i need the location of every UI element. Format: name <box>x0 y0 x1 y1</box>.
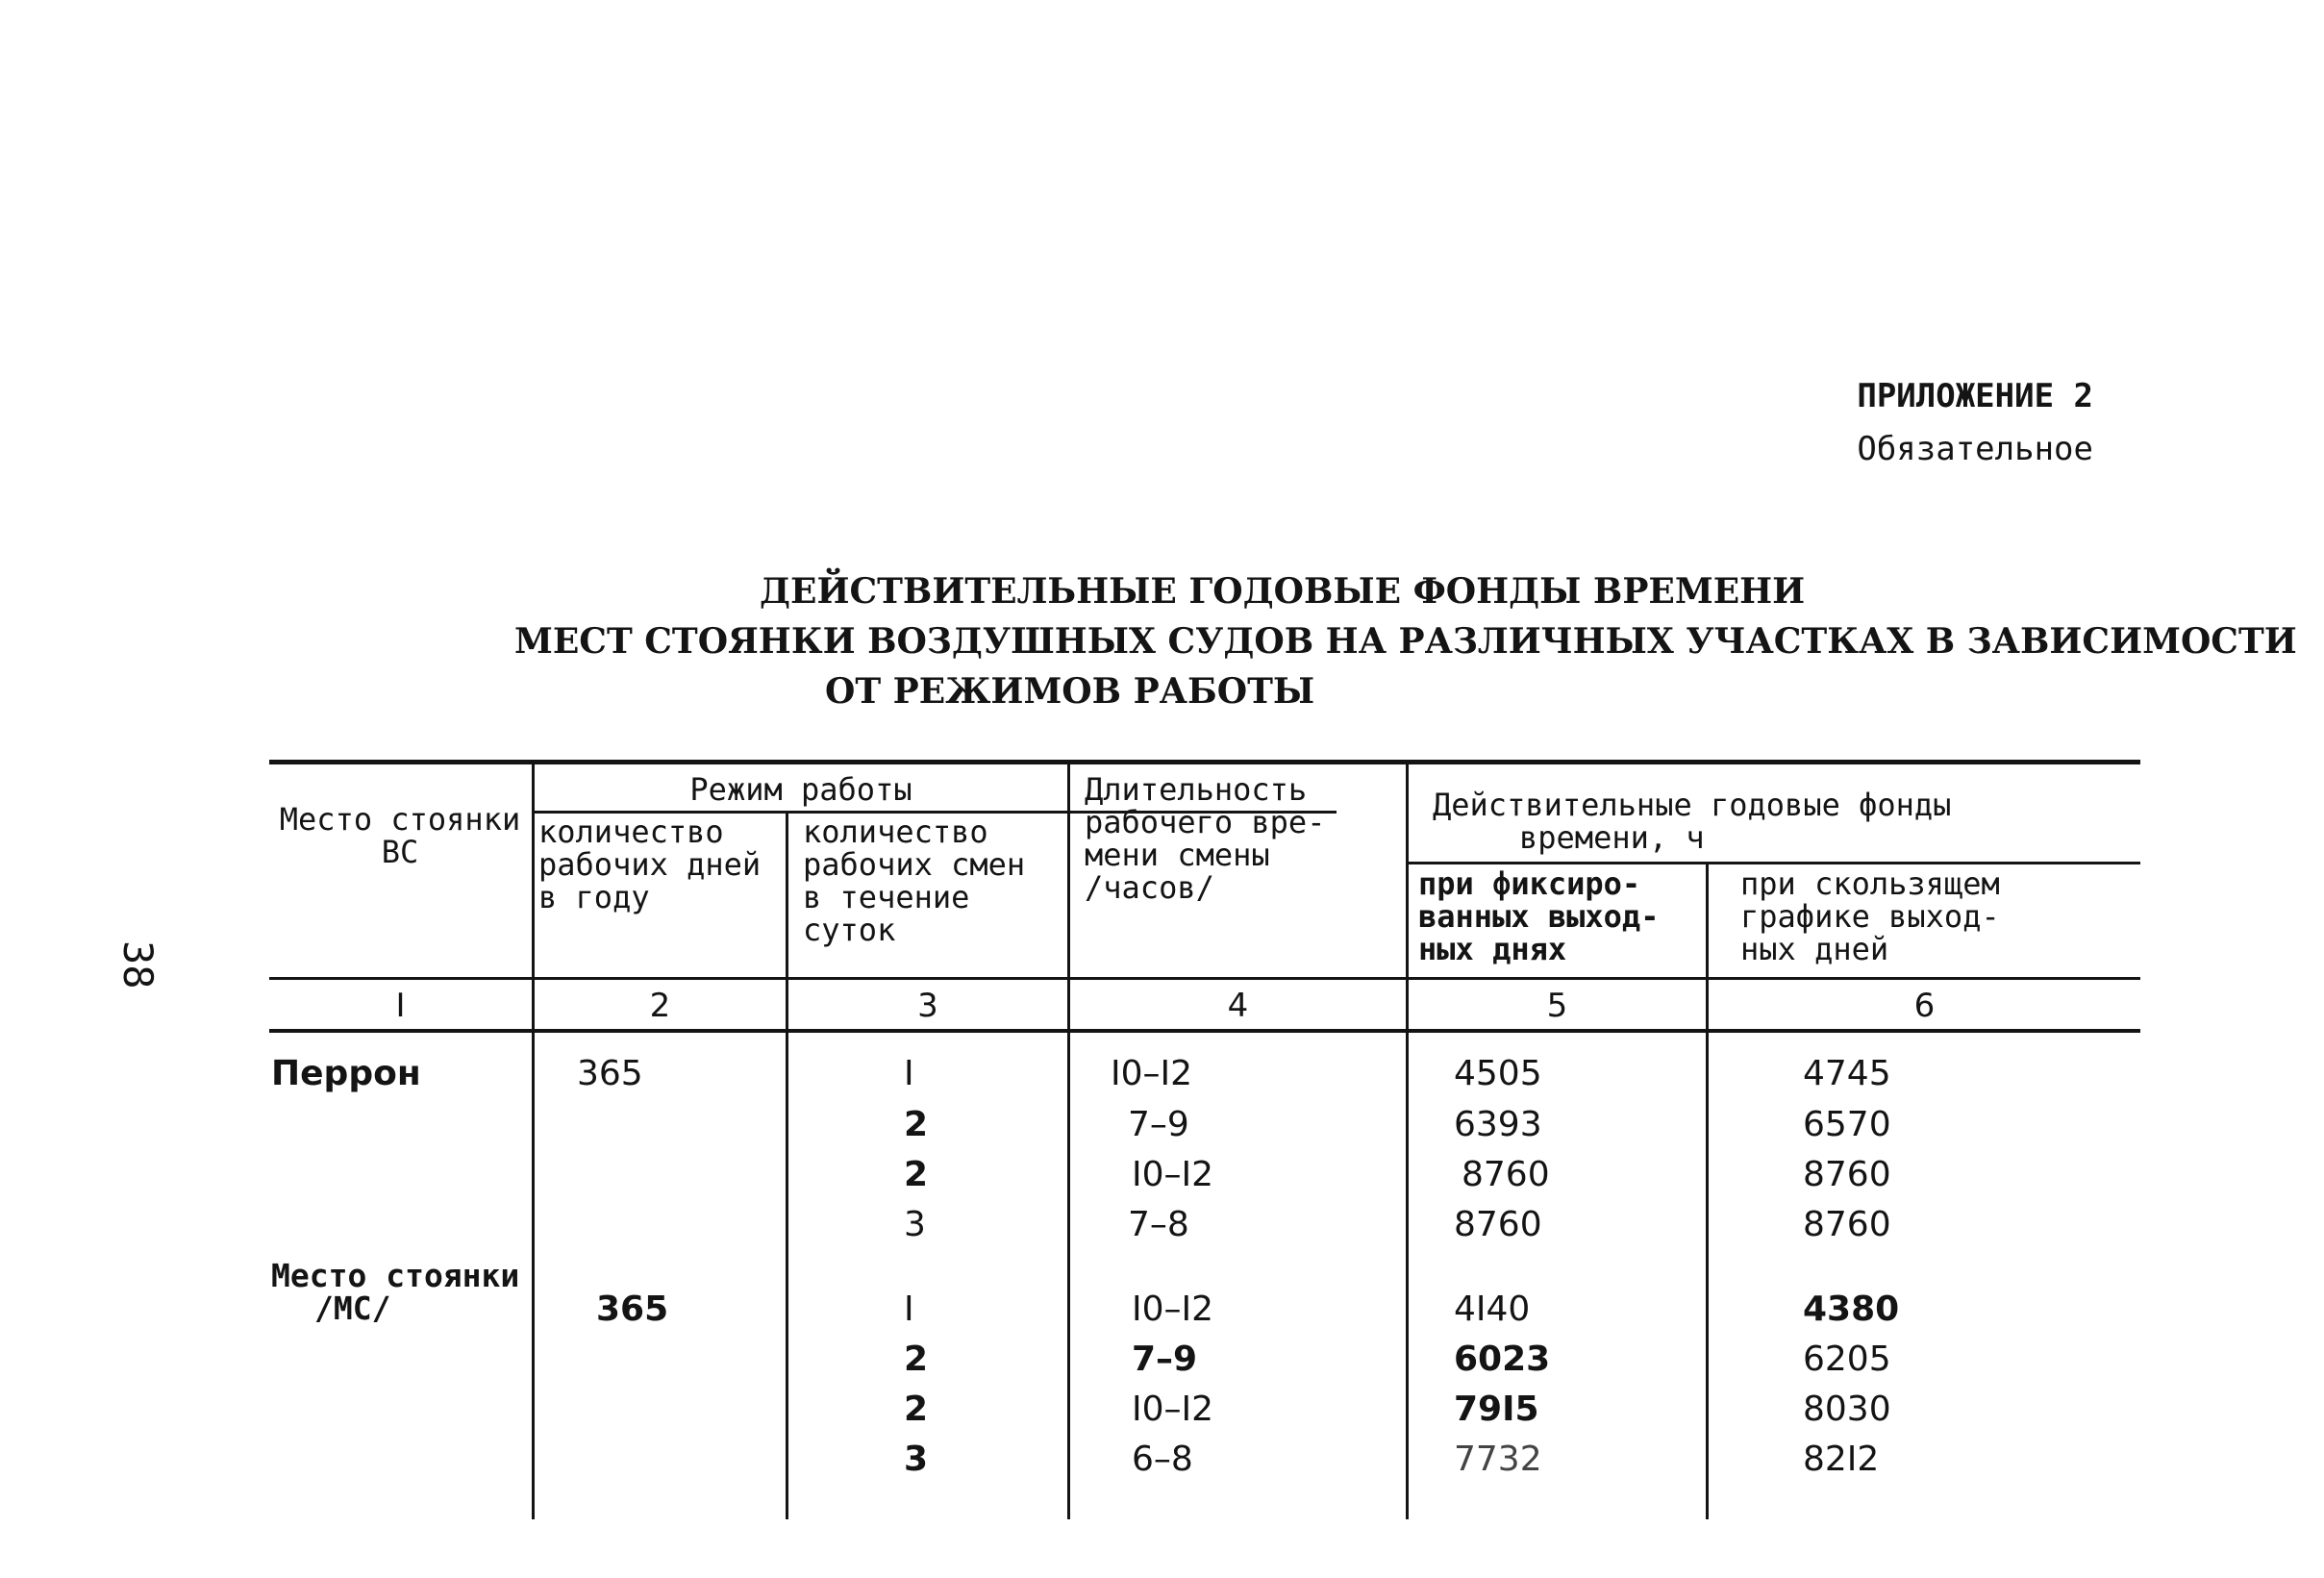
table-cell-fixed: 4I40 <box>1454 1290 1531 1329</box>
table-cell-sliding: 8030 <box>1803 1390 1891 1429</box>
table-cell-shifts: 3 <box>904 1205 926 1244</box>
section-place-line: Место стоянки <box>271 1257 520 1294</box>
header-bottom-rule <box>269 977 2140 980</box>
column-divider-3 <box>1067 760 1070 1519</box>
header-days <box>538 815 761 914</box>
header-duration-line: мени смены <box>1085 837 1270 873</box>
table-cell-sliding: 4380 <box>1803 1290 1900 1329</box>
table-cell-fixed: 8760 <box>1462 1155 1550 1194</box>
title-line-2: МЕСТ СТОЯНКИ ВОЗДУШНЫХ СУДОВ НА РАЗЛИЧНЫХ УЧАСТКАХ В ЗАВИСИМОСТИ <box>514 621 2297 662</box>
header-place <box>269 803 531 868</box>
section-days: 365 <box>596 1290 669 1329</box>
table-cell-duration: I0–I2 <box>1132 1155 1214 1194</box>
column-number: I <box>395 987 406 1025</box>
column-divider-1 <box>532 760 535 1519</box>
header-sliding-days-off <box>1740 867 2000 965</box>
header-funds-group <box>1433 789 1951 854</box>
column-divider-4 <box>1406 760 1409 1519</box>
table-cell-shifts: I <box>904 1054 914 1093</box>
header-sliding-line: графике выход- <box>1740 898 2000 935</box>
header-place-line: Место стоянки <box>279 801 521 838</box>
table-cell-fixed: 79I5 <box>1454 1390 1539 1429</box>
table-cell-duration: 7–9 <box>1128 1105 1189 1144</box>
table-cell-sliding: 6570 <box>1803 1105 1891 1144</box>
section-days: 365 <box>577 1054 643 1093</box>
table-cell-duration: I0–I2 <box>1132 1390 1214 1429</box>
header-days-line: в году <box>538 879 650 915</box>
header-shifts-line: рабочих смен <box>803 846 1026 883</box>
appendix-note: Обязательное <box>1857 430 2093 468</box>
table-cell-shifts: 2 <box>904 1155 929 1194</box>
header-duration <box>1085 773 1325 904</box>
column-number: 6 <box>1913 987 1936 1025</box>
header-days-line: количество <box>538 814 724 850</box>
appendix-label: ПРИЛОЖЕНИЕ 2 <box>1857 377 2093 415</box>
header-fixed-line: при фиксиро- <box>1418 865 1641 902</box>
table-cell-shifts: I <box>904 1290 914 1329</box>
header-fixed-line: ванных выход- <box>1418 898 1660 935</box>
header-fixed-line: ных днях <box>1418 931 1567 967</box>
table-top-rule <box>269 760 2140 764</box>
header-sliding-line: при скользящем <box>1740 865 2000 902</box>
column-number: 2 <box>649 987 671 1025</box>
header-shifts-line: в течение <box>803 879 970 915</box>
section-place-line: /МС/ <box>314 1290 391 1327</box>
column-divider-5 <box>1706 862 1709 1519</box>
header-funds-line: Действительные годовые фонды <box>1433 787 1952 823</box>
table-cell-sliding: 6205 <box>1803 1340 1891 1379</box>
column-number: 3 <box>917 987 938 1025</box>
header-fixed-days-off <box>1418 867 1659 965</box>
table-cell-duration: 7–9 <box>1132 1340 1198 1379</box>
table-cell-fixed: 7732 <box>1454 1440 1542 1479</box>
header-sliding-line: ных дней <box>1740 931 1889 967</box>
column-number: 4 <box>1227 987 1249 1025</box>
table-cell-duration: I0–I2 <box>1111 1054 1193 1093</box>
page-number: 38 <box>114 940 162 989</box>
table-cell-duration: 7–8 <box>1128 1205 1189 1244</box>
table-cell-duration: 6–8 <box>1132 1440 1193 1479</box>
table-cell-sliding: 82I2 <box>1803 1440 1880 1479</box>
funds-group-rule <box>1408 862 2140 864</box>
header-shifts <box>803 815 1025 946</box>
section-place-stand <box>271 1257 520 1327</box>
header-shifts-line: суток <box>803 912 896 948</box>
header-regime-group: Режим работы <box>689 771 912 808</box>
table-cell-shifts: 2 <box>904 1390 929 1429</box>
table-cell-duration: I0–I2 <box>1132 1290 1214 1329</box>
header-days-line: рабочих дней <box>538 846 762 883</box>
table-cell-sliding: 4745 <box>1803 1054 1891 1093</box>
header-duration-line: рабочего вре- <box>1085 804 1326 840</box>
table-cell-fixed: 8760 <box>1454 1205 1542 1244</box>
table-cell-sliding: 8760 <box>1803 1155 1891 1194</box>
section-place-apron: Перрон <box>271 1054 421 1093</box>
title-line-1: ДЕЙСТВИТЕЛЬНЫЕ ГОДОВЫЕ ФОНДЫ ВРЕМЕНИ <box>760 571 1806 612</box>
header-duration-line: Длительность <box>1085 771 1308 808</box>
table-cell-fixed: 6023 <box>1454 1340 1551 1379</box>
column-divider-2 <box>786 811 788 1519</box>
column-number-rule <box>269 1029 2140 1033</box>
table-cell-shifts: 3 <box>904 1440 929 1479</box>
header-funds-line: времени, ч <box>1519 819 1705 856</box>
header-place-line: ВС <box>381 834 419 870</box>
table-cell-shifts: 2 <box>904 1340 929 1379</box>
column-number: 5 <box>1546 987 1568 1025</box>
header-duration-line: /часов/ <box>1085 869 1214 906</box>
table-cell-fixed: 6393 <box>1454 1105 1542 1144</box>
time-funds-table <box>269 760 2140 1519</box>
header-shifts-line: количество <box>803 814 988 850</box>
table-cell-sliding: 8760 <box>1803 1205 1891 1244</box>
title-line-3: ОТ РЕЖИМОВ РАБОТЫ <box>825 671 1315 712</box>
table-cell-fixed: 4505 <box>1454 1054 1542 1093</box>
table-cell-shifts: 2 <box>904 1105 929 1144</box>
